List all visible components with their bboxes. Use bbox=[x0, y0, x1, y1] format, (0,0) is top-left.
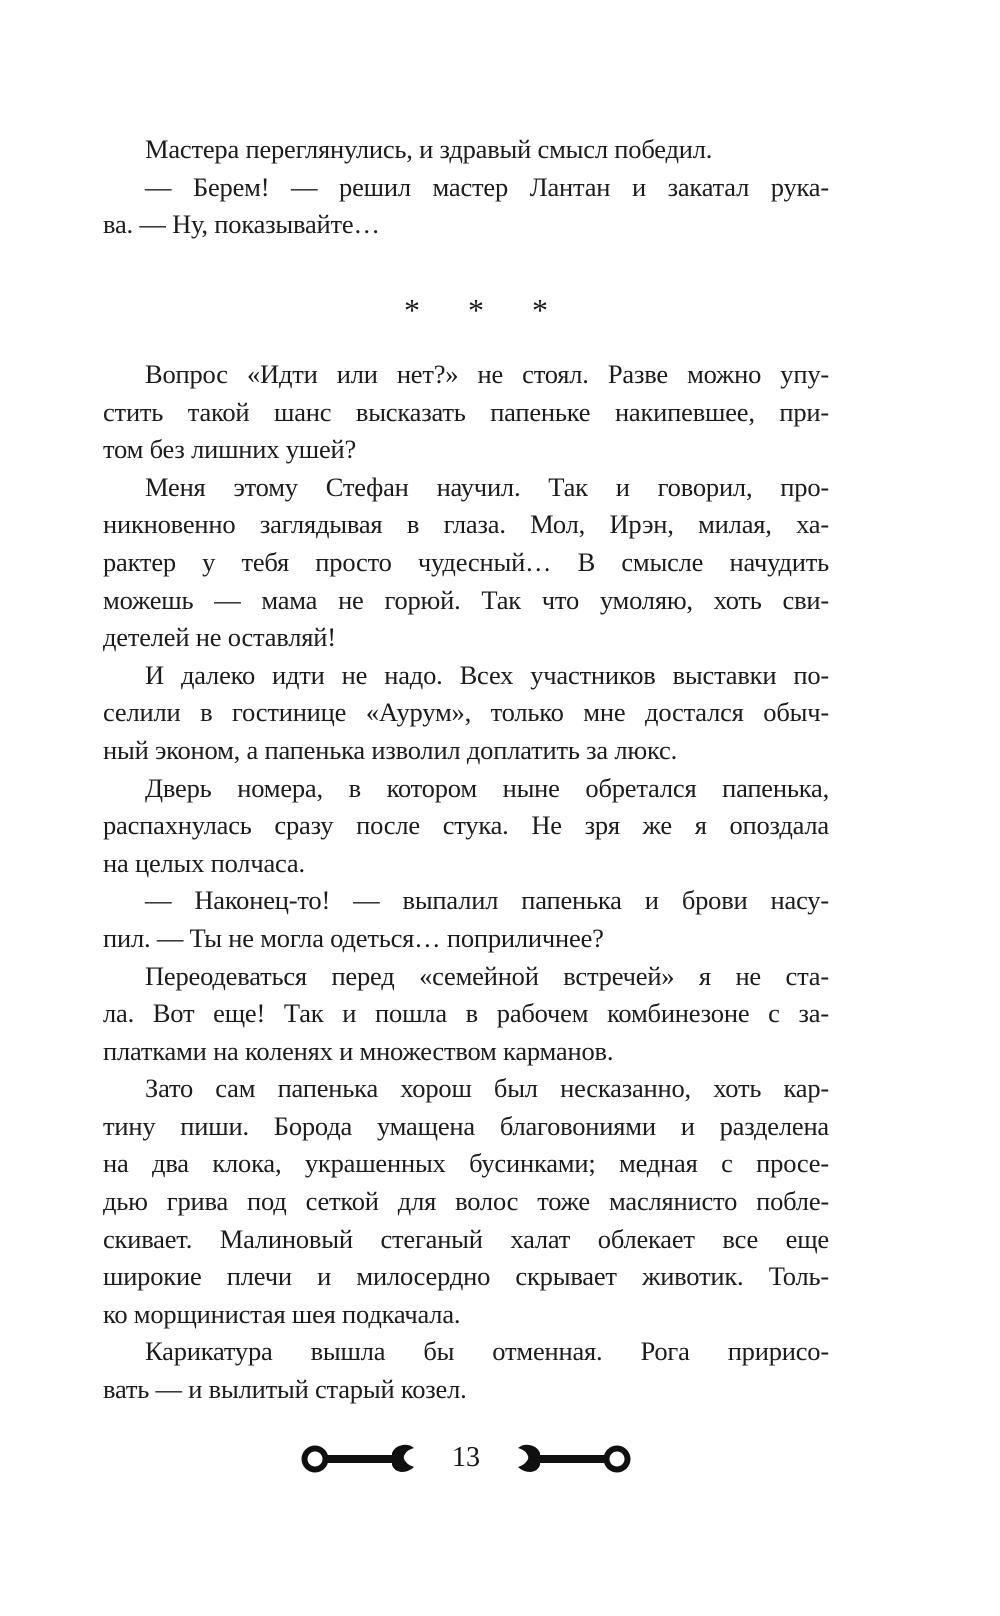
text-line: пил. — Ты не могла одеться… поприличнее? bbox=[103, 922, 604, 953]
wrench-icon bbox=[300, 1442, 422, 1474]
paragraph bbox=[103, 356, 829, 469]
text-line: — Берем! — решил мастер Лантан и закатал рука- bbox=[145, 171, 829, 202]
text-line: скивает. Малиновый стеганый халат облекает все еще bbox=[103, 1223, 829, 1254]
paragraph bbox=[103, 1070, 829, 1333]
wrench-icon bbox=[510, 1442, 632, 1474]
page-footer bbox=[103, 1438, 829, 1478]
text-line: рактер у тебя просто чудесный… В смысле начудить bbox=[103, 546, 829, 577]
page-number: 13 bbox=[452, 1442, 480, 1473]
text-line: на два клока, украшенных бусинками; медная с просе- bbox=[103, 1148, 829, 1179]
text-block-top bbox=[103, 131, 829, 244]
text-line: селили в гостинице «Аурум», только мне достался обыч- bbox=[103, 697, 829, 728]
text-line: вать — и вылитый старый козел. bbox=[103, 1374, 467, 1405]
paragraph bbox=[103, 169, 829, 244]
text-line: Мастера переглянулись, и здравый смысл победил. bbox=[145, 134, 713, 164]
text-line: Вопрос «Идти или нет?» не стоял. Разве можно упу- bbox=[145, 359, 829, 389]
text-line: дью грива под сеткой для волос тоже маслянисто побле- bbox=[103, 1186, 829, 1217]
text-line: стить такой шанс высказать папеньке накипевшее, при- bbox=[103, 396, 829, 427]
text-line: Меня этому Стефан научил. Так и говорил, про- bbox=[145, 471, 829, 502]
text-line: И далеко идти не надо. Всех участников выставки по- bbox=[145, 659, 829, 690]
text-line: никновенно заглядывая в глаза. Мол, Ирэн, милая, ха- bbox=[103, 509, 829, 540]
text-line: том без лишних ушей? bbox=[103, 434, 357, 465]
text-line: можешь — мама не горюй. Так что умоляю, хоть сви- bbox=[103, 584, 829, 615]
text-line: на целых полчаса. bbox=[103, 847, 305, 878]
text-line: тину пиши. Борода умащена благовониями и разделена bbox=[103, 1110, 829, 1141]
text-line: ный эконом, а папенька изволил доплатить за люкс. bbox=[103, 734, 678, 765]
paragraph bbox=[103, 770, 829, 883]
text-line: ва. — Ну, показывайте… bbox=[103, 209, 380, 240]
paragraph bbox=[103, 958, 829, 1071]
text-line: ко морщинистая шея подкачала. bbox=[103, 1298, 461, 1329]
paragraph bbox=[103, 469, 829, 657]
text-line: широкие плечи и милосердно скрывает животик. Толь- bbox=[103, 1261, 829, 1292]
text-line: — Наконец-то! — выпалил папенька и брови насу- bbox=[145, 885, 829, 916]
section-break: * * * bbox=[404, 292, 568, 328]
text-line: распахнулась сразу после стука. Не зря же я опоздала bbox=[103, 810, 829, 841]
paragraph bbox=[103, 657, 829, 770]
text-line: Карикатура вышла бы отменная. Рога пририсо- bbox=[145, 1336, 829, 1367]
paragraph bbox=[103, 131, 829, 169]
text-block-main bbox=[103, 356, 829, 1409]
text-line: платками на коленях и множеством карманов. bbox=[103, 1035, 614, 1066]
text-line: ла. Вот еще! Так и пошла в рабочем комбинезоне с за- bbox=[103, 998, 829, 1029]
text-line: детелей не оставляй! bbox=[103, 622, 336, 653]
paragraph bbox=[103, 882, 829, 957]
text-line: Зато сам папенька хорош был несказанно, хоть кар- bbox=[145, 1073, 829, 1104]
text-line: Дверь номера, в котором ныне обретался папенька, bbox=[145, 772, 829, 803]
text-line: Переодеваться перед «семейной встречей» я не ста- bbox=[145, 960, 829, 991]
paragraph bbox=[103, 1333, 829, 1408]
